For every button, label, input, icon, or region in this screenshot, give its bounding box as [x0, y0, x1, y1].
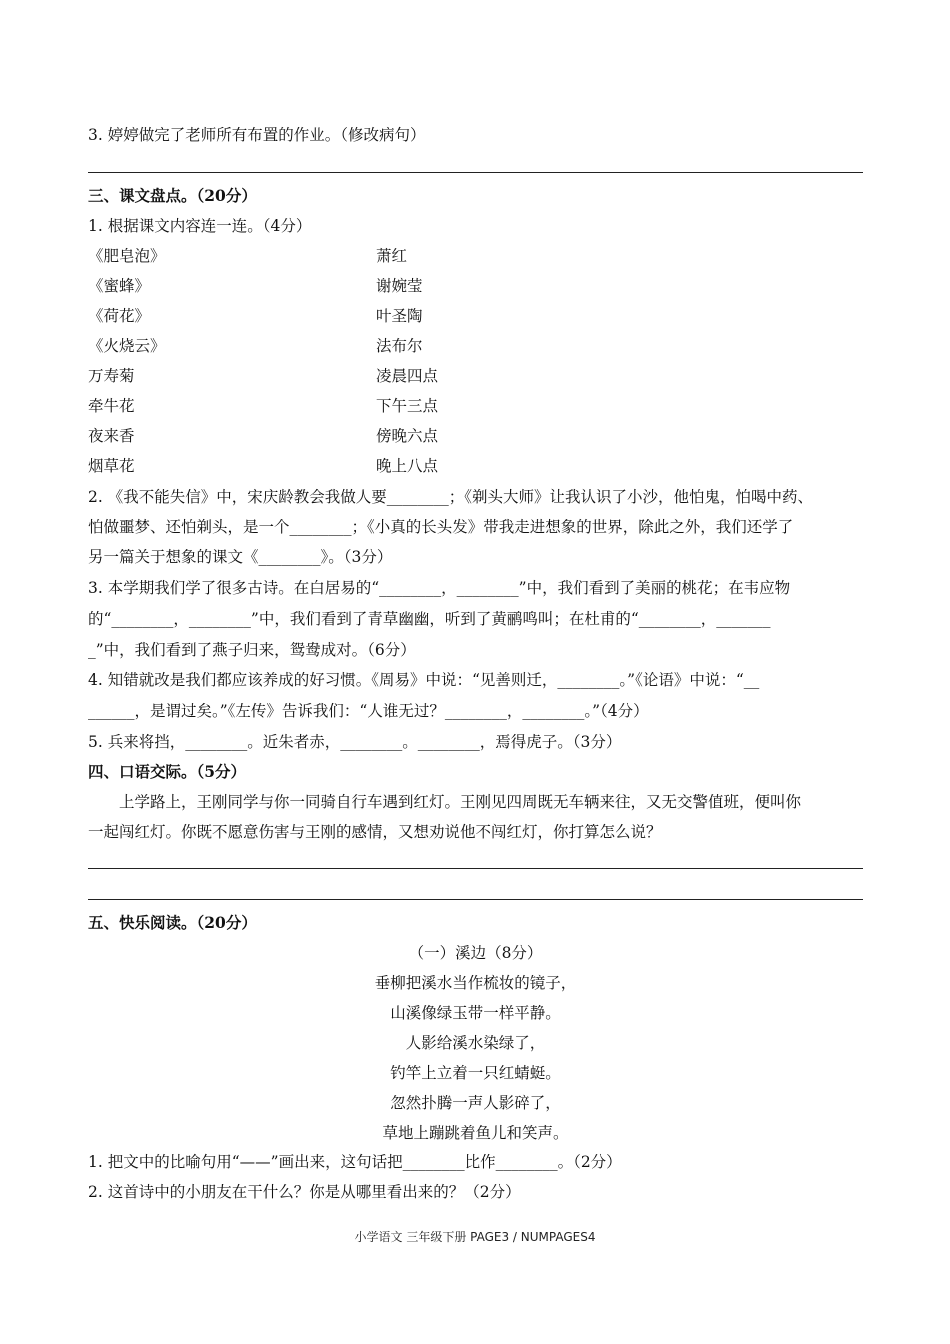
match-left: 牵牛花 — [88, 397, 135, 415]
section-4-paragraph-line: 上学路上，王刚同学与你一同骑自行车遇到红灯。王刚见四周既无车辆来往，又无交警值班，便叫你 — [119, 793, 802, 811]
section-3-q3-line: _”中，我们看到了燕子归来，鸳鸯成对。（6分） — [88, 641, 416, 659]
match-left: 《蜜蜂》 — [88, 277, 151, 295]
match-left: 夜来香 — [88, 427, 135, 445]
section-3-q1: 1. 根据课文内容连一连。（4分） — [88, 217, 312, 235]
match-right: 傍晚六点 — [376, 427, 439, 445]
match-right: 晚上八点 — [376, 457, 439, 475]
match-row — [88, 276, 423, 296]
page-footer: 小学语文 三年级下册 PAGE3 / NUMPAGES4 — [354, 1230, 596, 1244]
section-3-q3-line: 的“________，________”中，我们看到了青草幽幽，听到了黄鹂鸣叫；在杜甫的“________，_______ — [88, 610, 771, 628]
section-3-q2-line: 怕做噩梦、还怕剃头，是一个________；《小真的长头发》带我走进想象的世界，除此之外，我们还学了 — [88, 518, 794, 536]
section-3-q5: 5. 兵来将挡，________。近朱者赤，________。________，焉得虎子。（3分） — [88, 733, 622, 751]
answer-line — [88, 172, 863, 173]
poem-line: 忽然扑腾一声人影碎了， — [390, 1094, 561, 1112]
question-modify-sentence: 3. 婷婷做完了老师所有布置的作业。（修改病句） — [88, 126, 426, 144]
section-5-q2: 2. 这首诗中的小朋友在干什么？你是从哪里看出来的？（2分） — [88, 1183, 521, 1201]
match-left: 万寿菊 — [88, 367, 135, 385]
poem-line: 垂柳把溪水当作梳妆的镜子， — [374, 974, 577, 992]
section-4-title: 四、口语交际。（5分） — [88, 762, 247, 781]
section-3-q3-line: 3. 本学期我们学了很多古诗。在白居易的“________，________”中，我们看到了美丽的桃花；在韦应物 — [88, 579, 791, 597]
answer-line — [88, 899, 863, 900]
match-row — [88, 366, 439, 386]
section-3-q4-line: 4. 知错就改是我们都应该养成的好习惯。《周易》中说：“见善则迁，________。”《论语》中说：“__ — [88, 671, 760, 689]
poem-line: 草地上蹦跳着鱼儿和笑声。 — [382, 1124, 569, 1142]
section-4-paragraph-line: 一起闯红灯。你既不愿意伤害与王刚的感情，又想劝说他不闯红灯，你打算怎么说？ — [88, 823, 662, 841]
match-right: 谢婉莹 — [376, 277, 423, 295]
section-5-title: 五、快乐阅读。（20分） — [88, 913, 257, 932]
match-row — [88, 306, 423, 326]
match-row — [88, 336, 423, 356]
match-left: 《荷花》 — [88, 307, 151, 325]
match-left: 《火烧云》 — [88, 337, 166, 355]
poem-line: 山溪像绿玉带一样平静。 — [390, 1004, 561, 1022]
poem-title: （一）溪边（8分） — [408, 944, 543, 962]
match-right: 凌晨四点 — [376, 367, 439, 385]
match-left: 烟草花 — [88, 457, 135, 475]
match-right: 萧红 — [376, 247, 408, 265]
match-right: 叶圣陶 — [376, 307, 423, 325]
section-3-q4-line: ______，是谓过矣。”《左传》告诉我们：“人谁无过？________，________。”（4分） — [88, 702, 649, 720]
match-right: 下午三点 — [376, 397, 439, 415]
match-row — [88, 456, 439, 476]
match-right: 法布尔 — [376, 337, 423, 355]
section-3-q2-line: 另一篇关于想象的课文《________》。（3分） — [88, 548, 393, 566]
answer-line — [88, 868, 863, 869]
match-row — [88, 426, 439, 446]
section-5-q1: 1. 把文中的比喻句用“——”画出来，这句话把________比作________。（2分） — [88, 1153, 622, 1171]
section-3-title: 三、课文盘点。（20分） — [88, 186, 257, 205]
match-row — [88, 246, 408, 266]
section-3-q2-line: 2. 《我不能失信》中，宋庆龄教会我做人要________；《剃头大师》让我认识了小沙，他怕鬼，怕喝中药、 — [88, 488, 813, 506]
poem-line: 人影给溪水染绿了， — [405, 1034, 546, 1052]
match-left: 《肥皂泡》 — [88, 247, 166, 265]
match-row — [88, 396, 439, 416]
poem-line: 钓竿上立着一只红蜻蜓。 — [390, 1064, 561, 1082]
